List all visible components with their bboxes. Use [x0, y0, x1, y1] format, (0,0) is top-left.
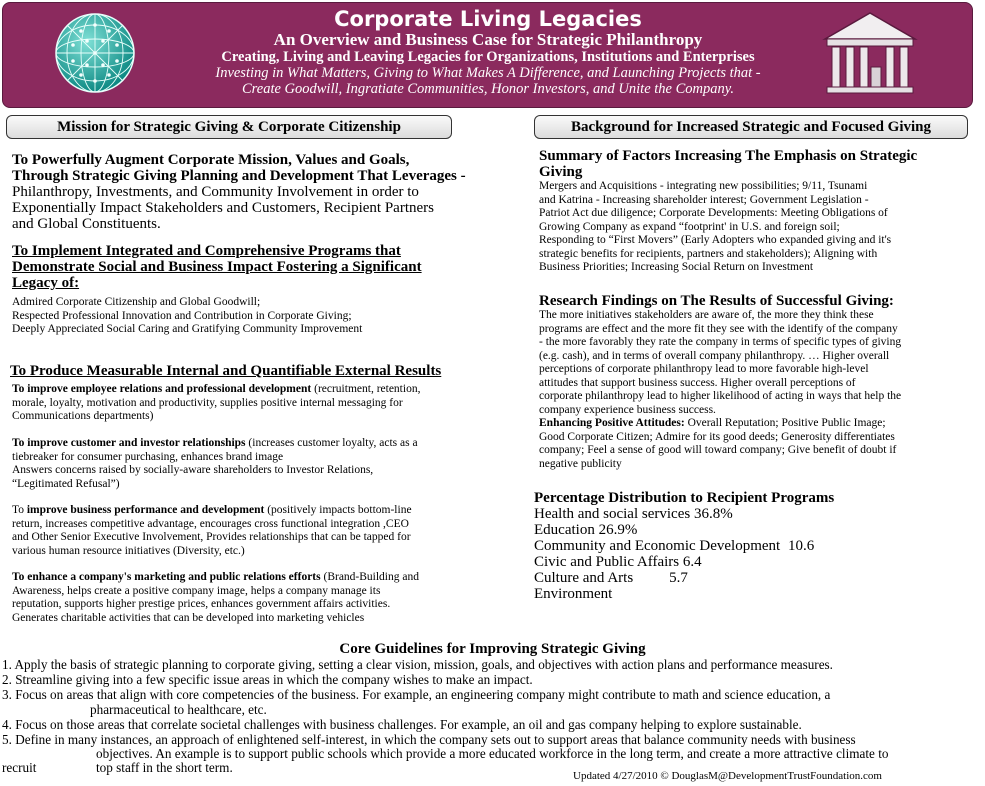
guideline-item-cont: pharmaceutical to healthcare, etc.	[90, 702, 267, 717]
guideline-item: 3. Focus on areas that align with core competencies of the business. For example, an engineering company might contribute to math and science education, a	[2, 687, 831, 702]
background-section-header: Background for Increased Strategic and Focused Giving	[534, 115, 968, 139]
result-1-line-3: Communications departments)	[12, 410, 154, 422]
page-description-line-1: Investing in What Matters, Giving to What Makes A Difference, and Launching Projects that -	[215, 65, 761, 81]
factors-line: Business Priorities; Increasing Social Return on Investment	[539, 261, 814, 273]
legacy-item: Admired Corporate Citizenship and Global Goodwill;	[12, 296, 261, 308]
result-2-line-3: Answers concerns raised by socially-aware shareholders to Investor Relations,	[12, 464, 374, 476]
page-description-line-2: Create Goodwill, Ingratiate Communities, Honor Investors, and Unite the Company.	[241, 81, 735, 97]
distribution-item: Environment	[534, 586, 613, 602]
footer-credit: Updated 4/27/2010 © DouglasM@DevelopmentTrustFoundation.com	[573, 770, 882, 782]
research-line: The more initiatives stakeholders are aware of, the more they think these	[539, 309, 874, 321]
attitudes-line: company; Feel a sense of good will toward company; Give benefit of doubt if	[539, 444, 897, 456]
attitudes-line: negative publicity	[539, 457, 622, 470]
result-3-line-2: return, increases competitive advantage, encourages cross functional integration ,CEO	[12, 517, 409, 530]
mission-section-header: Mission for Strategic Giving & Corporate Citizenship	[6, 115, 452, 139]
globe-icon	[53, 11, 137, 95]
page-tagline: Creating, Living and Leaving Legacies for Organizations, Institutions and Enterprises	[221, 49, 755, 65]
attitudes-line-1: Enhancing Positive Attitudes: Overall Reputation; Positive Public Image;	[539, 417, 886, 429]
mission-intro-line-2: Exponentially Impact Stakeholders and Customers, Recipient Partners	[12, 200, 434, 216]
result-2-line-1: To improve customer and investor relationships (increases customer loyalty, acts as a	[12, 437, 418, 449]
distribution-item: Civic and Public Affairs 6.4	[534, 554, 702, 570]
result-4-line-2: Awareness, helps create a positive company image, helps a company manage its	[12, 584, 381, 597]
page-subtitle: An Overview and Business Case for Strategic Philanthropy	[273, 30, 703, 49]
result-2-line-4: “Legitimated Refusal”)	[12, 477, 120, 490]
page-title: Corporate Living Legacies	[334, 7, 642, 31]
factors-line: Mergers and Acquisitions - integrating new possibilities; 9/11, Tsunami	[539, 180, 868, 192]
guideline-item-cont: top staff in the short term.	[96, 760, 233, 775]
research-line: programs are effect and the more fit they see with the identify of the company	[539, 322, 898, 335]
guideline-item-cont: objectives. An example is to support public schools which provide a more educated workforce in the long term, and create a more attractive climate to	[96, 746, 889, 761]
result-3-line-4: various human resource initiatives (Diversity, etc.)	[12, 544, 245, 557]
research-line: - the more favorably they rate the company in terms of specific types of giving	[539, 336, 902, 348]
distribution-item: Culture and Arts 5.7	[534, 570, 688, 586]
guideline-item: 4. Focus on those areas that correlate societal challenges with business challenges. For example, an oil and gas company helping to explore sustainable.	[2, 717, 802, 732]
factors-line: strategic benefits for recipients, partners and stakeholders); Aligning with	[539, 247, 878, 260]
research-line: corporate philanthropy lead to higher likelihood of acting in ways that help the	[539, 390, 902, 402]
distribution-heading: Percentage Distribution to Recipient Programs	[534, 490, 835, 506]
distribution-item: Education 26.9%	[534, 522, 638, 538]
factors-line: Responding to “First Movers” (Early Adopters who expanded giving and it's	[539, 234, 892, 246]
research-line: attitudes that support business success. Higher overall perceptions of	[539, 376, 856, 389]
guideline-item: 2. Streamline giving into a few specific issue areas in which the company wishes to make an impact.	[2, 672, 533, 687]
programs-heading-3: Legacy of:	[12, 275, 80, 291]
result-4-line-4: Generates charitable activities that can be developed into marketing vehicles	[12, 611, 365, 624]
result-2-line-2: tiebreaker for consumer purchasing, enhances brand image	[12, 450, 284, 463]
result-1-line-2: morale, loyalty, motivation and productivity, supplies positive internal messaging for	[12, 396, 403, 409]
programs-heading-1: To Implement Integrated and Comprehensive Programs that	[12, 243, 401, 259]
mission-intro-bold-1: To Powerfully Augment Corporate Mission, Values and Goals,	[12, 152, 410, 168]
distribution-item: Community and Economic Development 10.6	[534, 538, 815, 554]
result-4-line-3: reputation, supports higher prestige prices, enhances government affairs activities.	[12, 598, 391, 610]
guidelines-heading: Core Guidelines for Improving Strategic Giving	[339, 641, 646, 657]
result-4-line-1: To enhance a company's marketing and public relations efforts (Brand-Building and	[12, 571, 419, 583]
result-3-line-3: and Other Senior Executive Involvement, Provides relationships that can be tapped for	[12, 531, 411, 543]
results-heading: To Produce Measurable Internal and Quantifiable External Results	[10, 363, 442, 379]
research-heading: Research Findings on The Results of Successful Giving:	[539, 293, 894, 309]
factors-line: Patriot Act due diligence; Corporate Developments: Meeting Obligations of	[539, 207, 888, 219]
header-titles	[163, 7, 813, 97]
result-1-line-1: To improve employee relations and professional development (recruitment, retention,	[12, 383, 421, 395]
bank-building-icon	[821, 9, 919, 99]
guideline-item: 1. Apply the basis of strategic planning to corporate giving, setting a clear vision, mission, goals, and objectives with action plans and performance measures.	[2, 657, 833, 672]
factors-heading-1: Summary of Factors Increasing The Emphasis on Strategic	[539, 148, 918, 164]
legacy-item: Deeply Appreciated Social Caring and Gratifying Community Improvement	[12, 323, 363, 335]
research-line: (e.g. cash), and in terms of overall company philanthropy. … Higher overall	[539, 349, 890, 362]
programs-heading-2: Demonstrate Social and Business Impact Fostering a Significant	[12, 259, 422, 275]
guideline-item-cont-left: recruit	[2, 760, 37, 775]
guideline-item: 5. Define in many instances, an approach of enlightened self-interest, in which the company sets out to support areas that balance community needs with business	[2, 732, 856, 747]
result-3-line-1: To improve business performance and development (positively impacts bottom-line	[12, 504, 412, 516]
mission-intro-line-3: and Global Constituents.	[12, 216, 161, 232]
mission-intro-bold-2: Through Strategic Giving Planning and Development That Leverages -	[12, 168, 466, 184]
research-line: company experience business success.	[539, 403, 716, 416]
attitudes-line: Good Corporate Citizen; Admire for its good deeds; Generosity differentiates	[539, 430, 895, 443]
factors-line: and Katrina - Increasing shareholder interest; Government Legislation -	[539, 193, 869, 206]
factors-line: Growing Company as expand “footprint' in U.S. and foreign soil;	[539, 220, 840, 233]
research-line: perceptions of corporate philanthropy lead to more favorable high-level	[539, 363, 869, 375]
distribution-item: Health and social services 36.8%	[534, 506, 733, 522]
mission-intro-line-1: Philanthropy, Investments, and Community Involvement in order to	[12, 184, 419, 200]
legacy-item: Respected Professional Innovation and Contribution in Corporate Giving;	[12, 309, 352, 322]
factors-heading-2: Giving	[539, 164, 583, 180]
header-banner	[2, 2, 973, 108]
